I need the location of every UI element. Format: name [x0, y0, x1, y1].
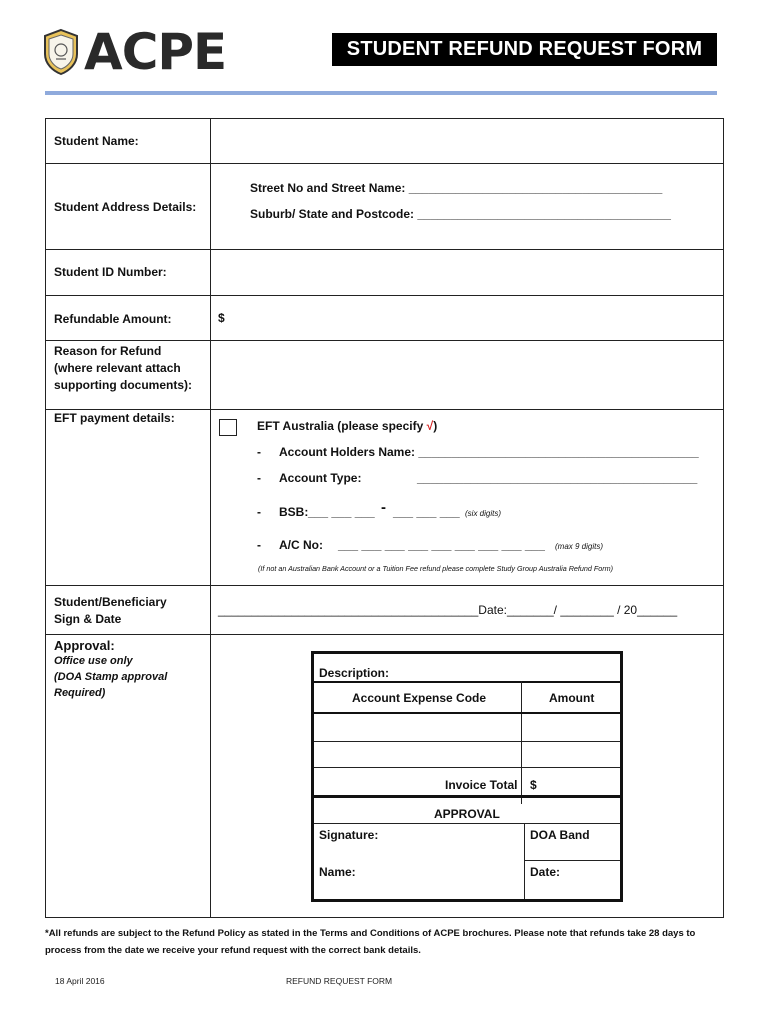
refundable-label: Refundable Amount: [54, 312, 172, 326]
refund-policy-note [45, 925, 725, 959]
date-label: Date: [530, 865, 561, 879]
reason-field[interactable] [210, 340, 724, 410]
bullet: - [257, 471, 261, 485]
footer-date: 18 April 2016 [55, 976, 105, 986]
tick-mark: √ [426, 419, 434, 433]
divider [314, 823, 620, 824]
bsb-blanks-2: ___ ___ ___ [393, 505, 460, 519]
ac-blanks: ___ ___ ___ ___ ___ ___ ___ ___ ___ [338, 538, 545, 552]
amount-header: Amount [549, 691, 595, 705]
eft-label: EFT payment details: [54, 411, 175, 425]
student-name-label: Student Name: [54, 134, 139, 148]
description-label: Description: [319, 666, 390, 680]
shield-crest-icon [42, 28, 80, 76]
account-expense-code-header: Account Expense Code [352, 691, 487, 705]
reason-label-line-2: (where relevant attach [54, 361, 181, 375]
sign-date-line: _______________________________________Date:_______/ ________ / 20______ [218, 603, 678, 617]
eft-australia-checkbox[interactable] [219, 419, 237, 436]
amount-input-1[interactable] [522, 714, 620, 741]
office-use-line-2: (DOA Stamp approval [54, 671, 168, 683]
approval-table [311, 651, 623, 902]
bsb-dash: - [381, 499, 386, 516]
amount-input-2[interactable] [522, 742, 620, 767]
bsb-label: BSB: [279, 505, 309, 519]
divider [524, 860, 620, 861]
invoice-total-currency: $ [530, 778, 537, 792]
student-id-label: Student ID Number: [54, 265, 167, 279]
student-name-field[interactable] [210, 118, 724, 164]
invoice-total-label: Invoice Total [445, 778, 518, 792]
page-title: STUDENT REFUND REQUEST FORM [332, 33, 717, 66]
approval-label: Approval: [54, 638, 115, 653]
address-label: Student Address Details: [54, 200, 197, 214]
name-label: Name: [319, 865, 356, 879]
refundable-amount-field[interactable] [210, 295, 724, 341]
sign-label-line-2: Sign & Date [54, 612, 122, 626]
account-holders-line: Account Holders Name: __________________________________________ [279, 445, 699, 459]
eft-option [257, 419, 437, 433]
bsb-blanks-1: ___ ___ ___ [308, 505, 375, 519]
divider [524, 823, 525, 899]
office-use-line-1: Office use only [54, 655, 133, 667]
sign-label-line-1: Student/Beneficiary [54, 595, 167, 609]
expense-code-input-2[interactable] [314, 742, 521, 767]
bsb-hint: (six digits) [465, 509, 502, 518]
office-use-line-3: Required) [54, 687, 106, 699]
account-type-label: Account Type: [279, 471, 362, 485]
footnote-line-1: *All refunds are subject to the Refund Policy as stated in the Terms and Conditions of ACPE brochures. Please note that refunds take 28 days to [45, 928, 696, 939]
eft-option-close: ) [433, 419, 438, 433]
refundable-currency: $ [218, 311, 225, 325]
expense-code-input-1[interactable] [314, 714, 521, 741]
divider [314, 795, 620, 798]
student-id-field[interactable] [210, 249, 724, 296]
divider [314, 767, 620, 768]
account-type-line: __________________________________________ [417, 471, 698, 485]
ac-label: A/C No: [279, 538, 323, 552]
signature-label: Signature: [319, 828, 379, 842]
suburb-line: Suburb/ State and Postcode: ______________________________________ [250, 207, 671, 221]
footnote-line-2: process from the date we receive your refund request with the correct bank details. [45, 945, 421, 956]
eft-option-label: EFT Australia (please specify [257, 419, 427, 433]
bullet: - [257, 538, 261, 552]
eft-label-cell [45, 409, 211, 586]
divider [314, 681, 620, 683]
reason-label-line-3: supporting documents): [54, 378, 192, 392]
bullet: - [257, 445, 261, 459]
reason-label-line-1: Reason for Refund [54, 344, 162, 358]
bullet: - [257, 505, 261, 519]
acpe-logo [42, 23, 227, 81]
footer-form-name: REFUND REQUEST FORM [286, 976, 393, 986]
approval-heading: APPROVAL [434, 807, 500, 821]
eft-details-cell [210, 409, 724, 586]
street-line: Street No and Street Name: ______________________________________ [250, 181, 663, 195]
doa-band-label: DOA Band [530, 828, 590, 842]
eft-note: (If not an Australian Bank Account or a Tuition Fee refund please complete Study Group Australia Refund Form) [258, 564, 614, 573]
logo-wordmark: ACPE [84, 23, 227, 81]
ac-hint: (max 9 digits) [555, 542, 604, 551]
header-divider [45, 91, 717, 95]
